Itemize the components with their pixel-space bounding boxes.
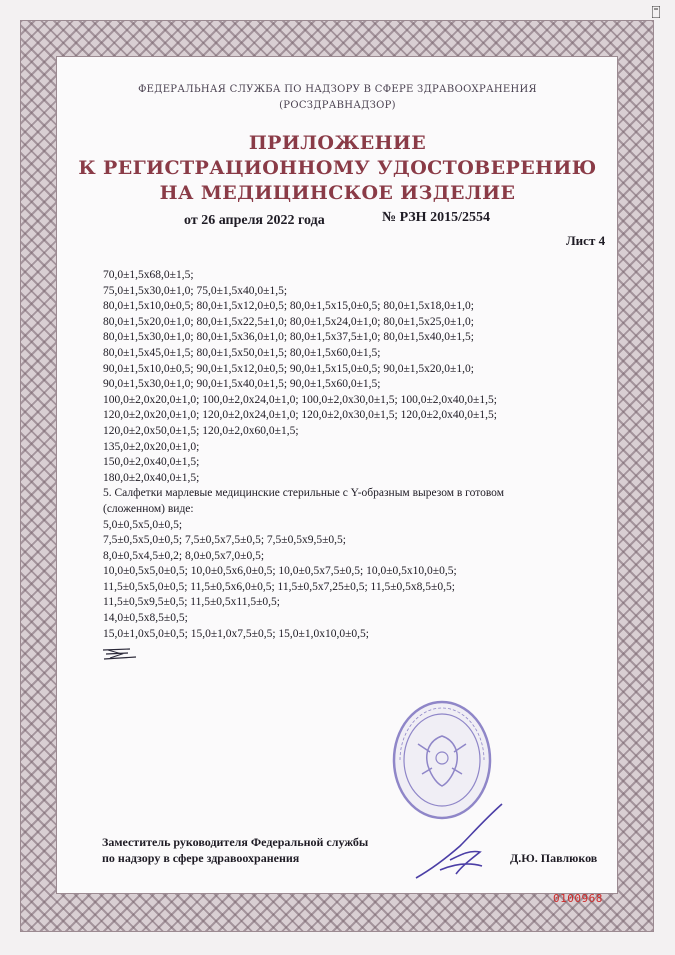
list-item: 15,0±1,0х5,0±0,5; 15,0±1,0х7,5±0,5; 15,0±1,0х10,0±0,5; — [103, 627, 369, 640]
list-item: 11,5±0,5х5,0±0,5; 11,5±0,5х6,0±0,5; 11,5±0,5х7,25±0,5; 11,5±0,5х8,5±0,5; — [103, 580, 455, 593]
handwritten-signature — [410, 800, 510, 882]
signer-position-line1: Заместитель руководителя Федеральной службы — [102, 835, 369, 849]
signer-position-line2: по надзору в сфере здравоохранения — [102, 851, 300, 865]
list-item: 90,0±1,5х10,0±0,5; 90,0±1,5х12,0±0,5; 90,0±1,5х15,0±0,5; 90,0±1,5х20,0±1,0; — [103, 362, 474, 375]
list-item: 135,0±2,0х20,0±1,0; — [103, 440, 200, 453]
section-heading-continued: (сложенном) виде: — [103, 502, 194, 515]
list-item: 80,0±1,5х10,0±0,5; 80,0±1,5х12,0±0,5; 80,0±1,5х15,0±0,5; 80,0±1,5х18,0±1,0; — [103, 300, 474, 313]
section-heading: 5. Салфетки марлевые медицинские стерильные с Y-образным вырезом в готовом — [103, 487, 504, 500]
list-item: 8,0±0,5х4,5±0,2; 8,0±0,5х7,0±0,5; — [103, 549, 265, 562]
issue-date: от 26 апреля 2022 года — [184, 213, 325, 228]
signer-name: Д.Ю. Павлюков — [510, 851, 598, 865]
list-item: 14,0±0,5х8,5±0,5; — [103, 612, 188, 625]
list-item: 120,0±2,0х20,0±1,0; 120,0±2,0х24,0±1,0; 120,0±2,0х30,0±1,5; 120,0±2,0х40,0±1,5; — [103, 409, 497, 422]
list-item: 180,0±2,0х40,0±1,5; — [103, 471, 200, 484]
list-item: 80,0±1,5х30,0±1,0; 80,0±1,5х36,0±1,0; 80,0±1,5х37,5±1,0; 80,0±1,5х40,0±1,5; — [103, 331, 474, 344]
list-item: 75,0±1,5х30,0±1,0; 75,0±1,5х40,0±1,5; — [103, 284, 288, 297]
document-title-line2: К РЕГИСТРАЦИОННОМУ УДОСТОВЕРЕНИЮ — [78, 157, 597, 179]
form-serial-number: 0100968 — [553, 892, 603, 905]
list-item: 150,0±2,0х40,0±1,5; — [103, 456, 200, 469]
list-item: 80,0±1,5х45,0±1,5; 80,0±1,5х50,0±1,5; 80,0±1,5х60,0±1,5; — [103, 346, 381, 359]
list-item: 90,0±1,5х30,0±1,0; 90,0±1,5х40,0±1,5; 90,0±1,5х60,0±1,5; — [103, 378, 381, 391]
agency-name: ФЕДЕРАЛЬНАЯ СЛУЖБА ПО НАДЗОРУ В СФЕРЕ ЗДРАВООХРАНЕНИЯ — [138, 84, 537, 95]
list-item: 10,0±0,5х5,0±0,5; 10,0±0,5х6,0±0,5; 10,0±0,5х7,5±0,5; 10,0±0,5х10,0±0,5; — [103, 565, 457, 578]
list-item: 11,5±0,5х9,5±0,5; 11,5±0,5х11,5±0,5; — [103, 596, 280, 609]
product-size-list — [103, 268, 603, 642]
list-item: 5,0±0,5х5,0±0,5; — [103, 518, 183, 531]
list-item: 80,0±1,5х20,0±1,0; 80,0±1,5х22,5±1,0; 80,0±1,5х24,0±1,0; 80,0±1,5х25,0±1,0; — [103, 315, 474, 328]
corner-mark — [652, 6, 660, 18]
list-item: 100,0±2,0х20,0±1,0; 100,0±2,0х24,0±1,0; 100,0±2,0х30,0±1,5; 100,0±2,0х40,0±1,5; — [103, 393, 497, 406]
list-item: 120,0±2,0х50,0±1,5; 120,0±2,0х60,0±1,5; — [103, 424, 299, 437]
sheet-number: Лист 4 — [566, 233, 606, 248]
signer-position — [102, 834, 368, 866]
list-item: 70,0±1,5х68,0±1,5; — [103, 269, 194, 281]
registration-number: № РЗН 2015/2554 — [382, 210, 490, 225]
document-title-line1: ПРИЛОЖЕНИЕ — [248, 132, 427, 154]
agency-abbreviation: (РОСЗДРАВНАДЗОР) — [279, 100, 396, 111]
end-of-list-mark — [100, 644, 140, 662]
document-title-line3: НА МЕДИЦИНСКОЕ ИЗДЕЛИЕ — [159, 182, 516, 204]
list-item: 7,5±0,5х5,0±0,5; 7,5±0,5х7,5±0,5; 7,5±0,5х9,5±0,5; — [103, 534, 346, 547]
